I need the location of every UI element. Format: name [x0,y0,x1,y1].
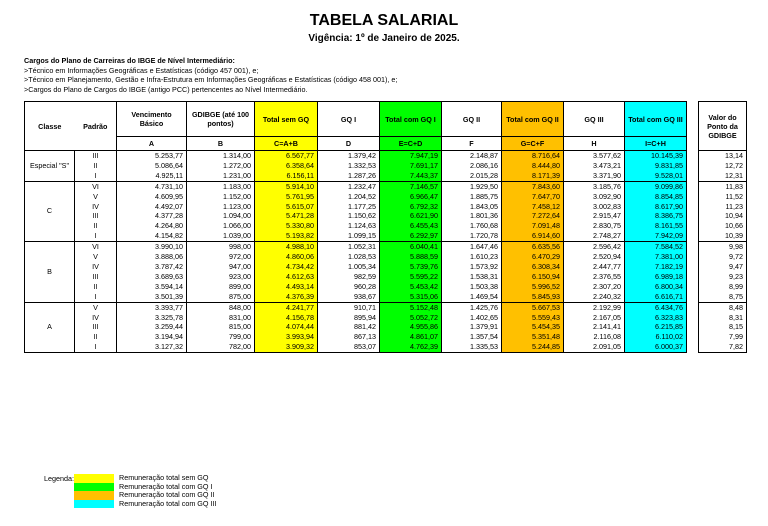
cell-total-sem-gq: 4.493,14 [255,282,318,292]
header-gq1: GQ I [318,102,380,137]
cell-total-gq3: 9.831,85 [625,161,687,171]
table-row [25,211,747,221]
cell-total-gq1: 5.595,22 [380,272,442,282]
legend-label: Remuneração total com GQ III [119,498,217,508]
cell-total-gq1: 7.691,17 [380,161,442,171]
table-row [25,161,747,171]
legend-swatch [74,483,114,492]
cell-total-sem-gq: 4.988,10 [255,242,318,252]
notes [24,56,397,94]
cell-total-gq2: 7.458,12 [502,202,564,212]
cell-gq3: 2.830,75 [564,221,625,231]
cell-vencimento: 3.689,63 [117,272,187,282]
cell-vencimento: 3.888,06 [117,252,187,262]
legend-label: Remuneração total com GQ I [119,481,213,491]
cell-vencimento: 3.393,77 [117,302,187,312]
cell-valor-ponto: 9,47 [699,262,747,272]
header-valor-ponto: Valor do Ponto da GDIBGE [699,102,747,151]
cell-valor-ponto: 7,82 [699,342,747,352]
header-gq2: GQ II [442,102,502,137]
cell-gq3: 3.092,90 [564,192,625,202]
cell-padrao: III [75,322,117,332]
cell-gq2: 1.379,91 [442,322,502,332]
cell-padrao: III [75,272,117,282]
cell-gdibge: 1.183,00 [187,181,255,191]
cell-vencimento: 4.609,95 [117,192,187,202]
formula-a: A [117,137,187,151]
cell-padrao: I [75,342,117,352]
cell-total-gq2: 5.845,93 [502,292,564,302]
cell-gq2: 1.885,75 [442,192,502,202]
cell-gdibge: 831,00 [187,313,255,323]
cell-total-sem-gq: 6.567,77 [255,151,318,161]
notes-line: >Técnico em Planejamento, Gestão e Infra-Estrutura em Informações Geográficas e Estatísticas (código 458 001), e; [24,75,398,85]
cell-gq2: 2.015,28 [442,171,502,181]
page-subtitle: Vigência: 1º de Janeiro de 2025. [308,33,460,44]
cell-total-sem-gq: 5.471,28 [255,211,318,221]
table-row [25,272,747,282]
cell-gq1: 1.052,31 [318,242,380,252]
cell-padrao: V [75,302,117,312]
cell-gq2: 1.538,31 [442,272,502,282]
cell-gq3: 2.192,99 [564,302,625,312]
cell-gdibge: 923,00 [187,272,255,282]
cell-gq1: 1.287,26 [318,171,380,181]
cell-vencimento: 4.377,28 [117,211,187,221]
cell-total-gq2: 5.244,85 [502,342,564,352]
cell-gq3: 2.091,05 [564,342,625,352]
page-title: TABELA SALARIAL [309,12,459,29]
cell-total-gq2: 6.308,34 [502,262,564,272]
cell-gq1: 1.232,47 [318,181,380,191]
cell-gq2: 1.425,76 [442,302,502,312]
cell-gq1: 982,59 [318,272,380,282]
cell-gq3: 3.577,62 [564,151,625,161]
cell-gq2: 2.148,87 [442,151,502,161]
cell-padrao: III [75,211,117,221]
cell-gq3: 3.185,76 [564,181,625,191]
legend-swatch [74,491,114,500]
header-classe: Classe [25,102,75,151]
cell-total-gq3: 7.584,52 [625,242,687,252]
cell-total-gq2: 6.470,29 [502,252,564,262]
cell-gq2: 1.402,65 [442,313,502,323]
cell-total-gq3: 8.386,75 [625,211,687,221]
cell-total-gq2: 6.150,94 [502,272,564,282]
cell-gq1: 1.177,25 [318,202,380,212]
cell-gq3: 2.596,42 [564,242,625,252]
cell-valor-ponto: 11,83 [699,181,747,191]
cell-gq3: 2.141,41 [564,322,625,332]
cell-total-gq3: 7.942,09 [625,231,687,241]
formula-h: H [564,137,625,151]
cell-total-gq3: 6.989,18 [625,272,687,282]
cell-gq3: 2.520,94 [564,252,625,262]
cell-total-gq2: 5.454,35 [502,322,564,332]
cell-vencimento: 3.259,44 [117,322,187,332]
cell-total-gq1: 5.739,76 [380,262,442,272]
table-row [25,262,747,272]
cell-gdibge: 998,00 [187,242,255,252]
cell-total-gq1: 5.888,59 [380,252,442,262]
cell-total-sem-gq: 6.156,11 [255,171,318,181]
header-total-sem-gq: Total sem GQ [255,102,318,137]
formula-c: C=A+B [255,137,318,151]
cell-padrao: VI [75,181,117,191]
table-row [25,192,747,202]
cell-gq2: 1.573,92 [442,262,502,272]
cell-vencimento: 3.990,10 [117,242,187,252]
table-row [25,322,747,332]
cell-padrao: II [75,221,117,231]
header-total-gq1: Total com GQ I [380,102,442,137]
table-row [25,171,747,181]
cell-gdibge: 848,00 [187,302,255,312]
legend-swatch [74,474,114,483]
header-gq3: GQ III [564,102,625,137]
cell-total-gq1: 4.955,86 [380,322,442,332]
cell-total-gq3: 8.161,55 [625,221,687,231]
cell-total-sem-gq: 5.615,07 [255,202,318,212]
cell-gq3: 2.307,20 [564,282,625,292]
table-row [25,221,747,231]
cell-total-gq2: 6.635,56 [502,242,564,252]
cell-valor-ponto: 10,66 [699,221,747,231]
cell-total-sem-gq: 3.909,32 [255,342,318,352]
cell-gq3: 2.447,77 [564,262,625,272]
cell-gdibge: 815,00 [187,322,255,332]
cell-total-gq3: 7.381,00 [625,252,687,262]
cell-gq3: 2.376,55 [564,272,625,282]
cell-total-gq2: 7.091,48 [502,221,564,231]
header-total-gq3: Total com GQ III [625,102,687,137]
cell-gdibge: 782,00 [187,342,255,352]
cell-vencimento: 5.086,64 [117,161,187,171]
cell-gdibge: 799,00 [187,332,255,342]
cell-gq3: 2.915,47 [564,211,625,221]
salary-table-body [25,151,747,353]
cell-valor-ponto: 8,75 [699,292,747,302]
cell-vencimento: 4.264,80 [117,221,187,231]
cell-total-sem-gq: 4.734,42 [255,262,318,272]
cell-gq2: 1.469,54 [442,292,502,302]
cell-total-gq3: 9.099,86 [625,181,687,191]
cell-total-gq2: 8.171,39 [502,171,564,181]
formula-i: I=C+H [625,137,687,151]
cell-gdibge: 947,00 [187,262,255,272]
cell-gdibge: 1.314,00 [187,151,255,161]
cell-gq1: 1.005,34 [318,262,380,272]
table-row [25,242,747,252]
table-row [25,231,747,241]
cell-total-gq2: 7.272,64 [502,211,564,221]
cell-total-gq1: 4.762,39 [380,342,442,352]
cell-total-gq2: 5.351,48 [502,332,564,342]
cell-total-gq1: 5.453,42 [380,282,442,292]
cell-total-sem-gq: 5.914,10 [255,181,318,191]
notes-heading: Cargos do Plano de Carreiras do IBGE de Nível Intermediário: [24,56,235,65]
cell-total-gq3: 6.110,02 [625,332,687,342]
cell-total-gq2: 7.647,70 [502,192,564,202]
cell-valor-ponto: 8,48 [699,302,747,312]
table-row [25,332,747,342]
cell-gq1: 1.150,62 [318,211,380,221]
cell-valor-ponto: 10,39 [699,231,747,241]
cell-gq2: 1.647,46 [442,242,502,252]
cell-total-gq3: 6.000,37 [625,342,687,352]
cell-vencimento: 3.787,42 [117,262,187,272]
cell-gq2: 1.760,68 [442,221,502,231]
cell-gq2: 1.929,50 [442,181,502,191]
cell-gq1: 910,71 [318,302,380,312]
cell-total-gq1: 7.443,37 [380,171,442,181]
table-row [25,302,747,312]
cell-valor-ponto: 13,14 [699,151,747,161]
cell-gq3: 3.002,83 [564,202,625,212]
cell-total-gq2: 8.716,64 [502,151,564,161]
cell-total-gq2: 5.996,52 [502,282,564,292]
cell-valor-ponto: 8,99 [699,282,747,292]
cell-padrao: II [75,282,117,292]
cell-total-gq3: 8.617,90 [625,202,687,212]
legend-label: Remuneração total sem GQ [119,473,209,482]
cell-gq2: 1.357,54 [442,332,502,342]
cell-gdibge: 1.272,00 [187,161,255,171]
cell-total-gq2: 8.444,80 [502,161,564,171]
cell-gdibge: 899,00 [187,282,255,292]
cell-valor-ponto: 9,98 [699,242,747,252]
header-padrao: Padrão [75,102,117,151]
cell-padrao: II [75,161,117,171]
cell-total-gq2: 7.843,60 [502,181,564,191]
table-row [25,342,747,352]
formula-f: F [442,137,502,151]
cell-valor-ponto: 11,23 [699,202,747,212]
cell-gq1: 853,07 [318,342,380,352]
cell-total-gq1: 6.792,32 [380,202,442,212]
cell-gq1: 867,13 [318,332,380,342]
cell-total-sem-gq: 6.358,64 [255,161,318,171]
cell-padrao: V [75,252,117,262]
cell-vencimento: 3.501,39 [117,292,187,302]
cell-total-gq2: 5.559,43 [502,313,564,323]
cell-gq1: 960,28 [318,282,380,292]
cell-padrao: IV [75,262,117,272]
cell-gdibge: 1.152,00 [187,192,255,202]
formula-e: E=C+D [380,137,442,151]
cell-vencimento: 4.492,07 [117,202,187,212]
cell-total-gq3: 7.182,19 [625,262,687,272]
cell-total-sem-gq: 5.761,95 [255,192,318,202]
cell-padrao: I [75,231,117,241]
cell-total-gq1: 5.052,72 [380,313,442,323]
legend-swatch [74,500,114,509]
cell-gq3: 3.473,21 [564,161,625,171]
cell-vencimento: 3.194,94 [117,332,187,342]
table-row [25,292,747,302]
cell-padrao: I [75,292,117,302]
cell-gq1: 938,67 [318,292,380,302]
cell-gdibge: 1.039,00 [187,231,255,241]
cell-total-sem-gq: 5.193,82 [255,231,318,241]
cell-total-gq1: 6.292,97 [380,231,442,241]
cell-gq1: 1.099,15 [318,231,380,241]
cell-gq2: 1.503,38 [442,282,502,292]
cell-padrao: VI [75,242,117,252]
salary-table [24,101,747,353]
cell-gq2: 1.720,78 [442,231,502,241]
cell-gdibge: 875,00 [187,292,255,302]
cell-gq3: 2.116,08 [564,332,625,342]
cell-vencimento: 4.731,10 [117,181,187,191]
cell-vencimento: 3.594,14 [117,282,187,292]
cell-valor-ponto: 8,31 [699,313,747,323]
table-row [25,181,747,191]
cell-gq3: 3.371,90 [564,171,625,181]
cell-vencimento: 4.154,82 [117,231,187,241]
cell-total-gq3: 6.323,83 [625,313,687,323]
cell-gq1: 895,94 [318,313,380,323]
table-row [25,252,747,262]
cell-valor-ponto: 12,31 [699,171,747,181]
cell-gq2: 1.801,36 [442,211,502,221]
cell-gq1: 881,42 [318,322,380,332]
cell-classe: C [25,181,75,241]
cell-total-gq3: 6.616,71 [625,292,687,302]
cell-total-sem-gq: 3.993,94 [255,332,318,342]
cell-vencimento: 3.325,78 [117,313,187,323]
cell-gdibge: 1.123,00 [187,202,255,212]
table-row [25,282,747,292]
cell-gdibge: 1.066,00 [187,221,255,231]
cell-total-sem-gq: 4.156,78 [255,313,318,323]
cell-valor-ponto: 9,72 [699,252,747,262]
cell-gq3: 2.748,27 [564,231,625,241]
cell-gq1: 1.332,53 [318,161,380,171]
notes-line: >Técnico em Informações Geográficas e Estatísticas (código 457 001), e; [24,65,259,75]
cell-total-gq1: 7.146,57 [380,181,442,191]
header-vencimento: Vencimento Básico [117,102,187,137]
cell-valor-ponto: 12,72 [699,161,747,171]
cell-valor-ponto: 10,94 [699,211,747,221]
cell-gq2: 1.335,53 [442,342,502,352]
cell-total-gq1: 5.152,48 [380,302,442,312]
formula-b: B [187,137,255,151]
notes-line: >Cargos do Plano de Cargos do IBGE (antigo PCC) pertencentes ao Nível Intermediário. [24,84,308,94]
cell-gq2: 1.610,23 [442,252,502,262]
cell-total-sem-gq: 4.376,39 [255,292,318,302]
cell-gq3: 2.240,32 [564,292,625,302]
cell-gq1: 1.379,42 [318,151,380,161]
cell-total-sem-gq: 4.860,06 [255,252,318,262]
table-row [25,313,747,323]
cell-padrao: II [75,332,117,342]
cell-valor-ponto: 7,99 [699,332,747,342]
cell-total-gq1: 7.947,19 [380,151,442,161]
cell-total-sem-gq: 4.074,44 [255,322,318,332]
cell-gq2: 2.086,16 [442,161,502,171]
cell-gdibge: 1.094,00 [187,211,255,221]
formula-d: D [318,137,380,151]
table-row [25,151,747,161]
cell-valor-ponto: 11,52 [699,192,747,202]
cell-total-gq2: 6.914,60 [502,231,564,241]
cell-total-gq3: 6.800,34 [625,282,687,292]
cell-total-sem-gq: 4.241,77 [255,302,318,312]
cell-total-gq1: 6.621,90 [380,211,442,221]
cell-total-gq3: 9.528,01 [625,171,687,181]
cell-total-gq1: 6.040,41 [380,242,442,252]
formula-g: G=C+F [502,137,564,151]
legend-label: Remuneração total com GQ II [119,490,215,499]
cell-total-sem-gq: 5.330,80 [255,221,318,231]
cell-total-gq1: 4.861,07 [380,332,442,342]
cell-total-gq3: 8.854,85 [625,192,687,202]
table-row [25,202,747,212]
cell-vencimento: 4.925,11 [117,171,187,181]
cell-total-sem-gq: 4.612,63 [255,272,318,282]
cell-gdibge: 1.231,00 [187,171,255,181]
cell-padrao: I [75,171,117,181]
cell-total-gq3: 6.434,76 [625,302,687,312]
cell-vencimento: 5.253,77 [117,151,187,161]
cell-total-gq1: 6.966,47 [380,192,442,202]
cell-classe: A [25,302,75,353]
cell-gq1: 1.028,53 [318,252,380,262]
cell-padrao: IV [75,202,117,212]
cell-valor-ponto: 8,15 [699,322,747,332]
cell-total-gq3: 6.215,85 [625,322,687,332]
cell-gq1: 1.124,63 [318,221,380,231]
cell-gq1: 1.204,52 [318,192,380,202]
cell-valor-ponto: 9,23 [699,272,747,282]
legend-item [74,500,254,509]
cell-gq3: 2.167,05 [564,313,625,323]
cell-total-gq3: 10.145,39 [625,151,687,161]
cell-vencimento: 3.127,32 [117,342,187,352]
cell-classe: B [25,242,75,302]
header-gdibge: GDIBGE (até 100 pontos) [187,102,255,137]
cell-gq2: 1.843,05 [442,202,502,212]
cell-classe: Especial "S" [25,151,75,182]
legend-title: Legenda: [44,474,74,483]
cell-padrao: III [75,151,117,161]
cell-gdibge: 972,00 [187,252,255,262]
cell-padrao: V [75,192,117,202]
cell-padrao: IV [75,313,117,323]
cell-total-gq2: 5.667,53 [502,302,564,312]
cell-total-gq1: 5.315,06 [380,292,442,302]
cell-total-gq1: 6.455,43 [380,221,442,231]
header-total-gq2: Total com GQ II [502,102,564,137]
